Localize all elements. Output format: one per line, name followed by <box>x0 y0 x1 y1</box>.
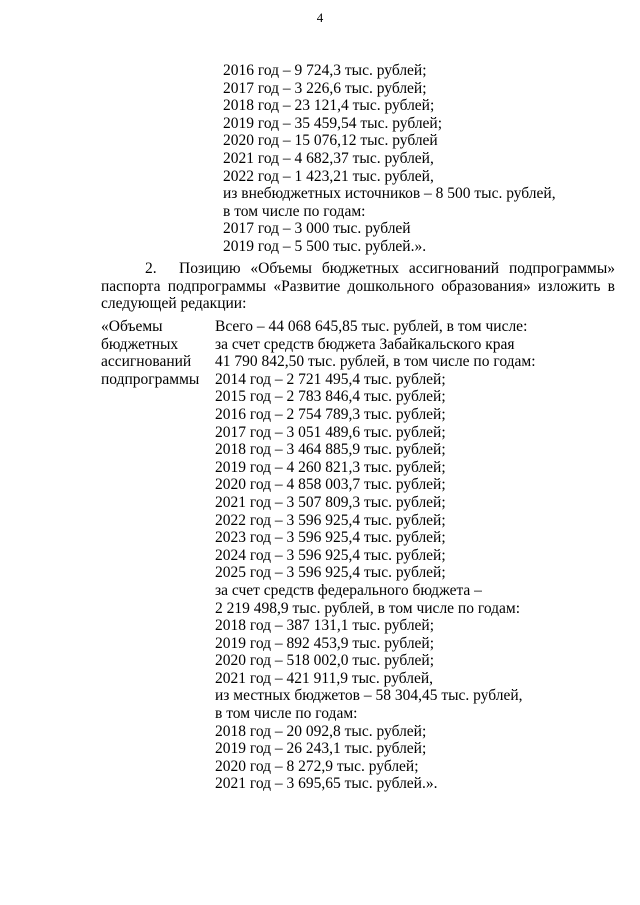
value-line: 2019 год – 892 453,9 тыс. рублей; <box>215 634 435 652</box>
paragraph-text: Позицию «Объемы бюджетных ассигнований подпрограммы» паспорта подпрограммы «Развитие дошкольного образования» изложить в следующей редакции: <box>101 260 615 313</box>
value-line: 2014 год – 2 721 495,4 тыс. рублей; <box>215 370 446 388</box>
funding-line: 2019 год – 5 500 тыс. рублей.». <box>223 237 427 255</box>
funding-line: 2020 год – 15 076,12 тыс. рублей <box>223 132 438 150</box>
value-line: 2020 год – 4 858 003,7 тыс. рублей; <box>215 476 446 494</box>
funding-line: 2021 год – 4 682,37 тыс. рублей, <box>223 149 434 167</box>
value-line: 2025 год – 3 596 925,4 тыс. рублей; <box>215 564 446 582</box>
paragraph-number: 2. <box>145 260 157 277</box>
funding-line: 2017 год – 3 000 тыс. рублей <box>223 220 411 238</box>
label-line: ассигнований <box>101 353 192 371</box>
funding-list-continued <box>223 62 556 256</box>
value-line: из местных бюджетов – 58 304,45 тыс. рублей, <box>215 687 523 705</box>
label-line: «Объемы <box>101 318 163 335</box>
value-line: за счет средств бюджета Забайкальского края <box>215 335 515 353</box>
value-line: 41 790 842,50 тыс. рублей, в том числе по годам: <box>215 353 536 371</box>
value-line: 2015 год – 2 783 846,4 тыс. рублей; <box>215 388 446 406</box>
value-line: 2017 год – 3 051 489,6 тыс. рублей; <box>215 423 446 441</box>
value-line: 2018 год – 387 131,1 тыс. рублей; <box>215 617 435 635</box>
value-line: в том числе по годам: <box>215 705 358 723</box>
funding-line: 2018 год – 23 121,4 тыс. рублей; <box>223 97 435 115</box>
funding-line: в том числе по годам: <box>223 202 366 220</box>
value-line: 2023 год – 3 596 925,4 тыс. рублей; <box>215 529 446 547</box>
value-line: 2020 год – 518 002,0 тыс. рублей; <box>215 652 435 670</box>
value-line: 2 219 498,9 тыс. рублей, в том числе по годам: <box>215 599 521 617</box>
value-line: 2016 год – 2 754 789,3 тыс. рублей; <box>215 405 446 423</box>
value-line: 2024 год – 3 596 925,4 тыс. рублей; <box>215 546 446 564</box>
label-line: бюджетных <box>101 335 179 353</box>
value-line: 2018 год – 20 092,8 тыс. рублей; <box>215 722 427 740</box>
funding-line: 2019 год – 35 459,54 тыс. рублей; <box>223 114 443 132</box>
page-number: 4 <box>316 10 324 25</box>
value-line: 2019 год – 26 243,1 тыс. рублей; <box>215 740 427 758</box>
table-right-values <box>215 318 536 793</box>
value-line: 2021 год – 3 695,65 тыс. рублей.». <box>215 775 438 793</box>
funding-line: 2016 год – 9 724,3 тыс. рублей; <box>223 62 427 79</box>
funding-line: 2017 год – 3 226,6 тыс. рублей; <box>223 79 427 97</box>
value-line: Всего – 44 068 645,85 тыс. рублей, в том числе: <box>215 318 528 335</box>
funding-line: из внебюджетных источников – 8 500 тыс. рублей, <box>223 185 556 203</box>
value-line: 2021 год – 421 911,9 тыс. рублей, <box>215 669 434 687</box>
value-line: 2020 год – 8 272,9 тыс. рублей; <box>215 757 419 775</box>
value-line: за счет средств федерального бюджета – <box>215 581 482 599</box>
value-line: 2021 год – 3 507 809,3 тыс. рублей; <box>215 493 446 511</box>
amendment-paragraph <box>101 260 615 313</box>
funding-line: 2022 год – 1 423,21 тыс. рублей, <box>223 167 434 185</box>
table-left-label <box>101 318 199 388</box>
value-line: 2022 год – 3 596 925,4 тыс. рублей; <box>215 511 446 529</box>
value-line: 2019 год – 4 260 821,3 тыс. рублей; <box>215 458 446 476</box>
label-line: подпрограммы <box>101 370 200 388</box>
value-line: 2018 год – 3 464 885,9 тыс. рублей; <box>215 441 446 459</box>
